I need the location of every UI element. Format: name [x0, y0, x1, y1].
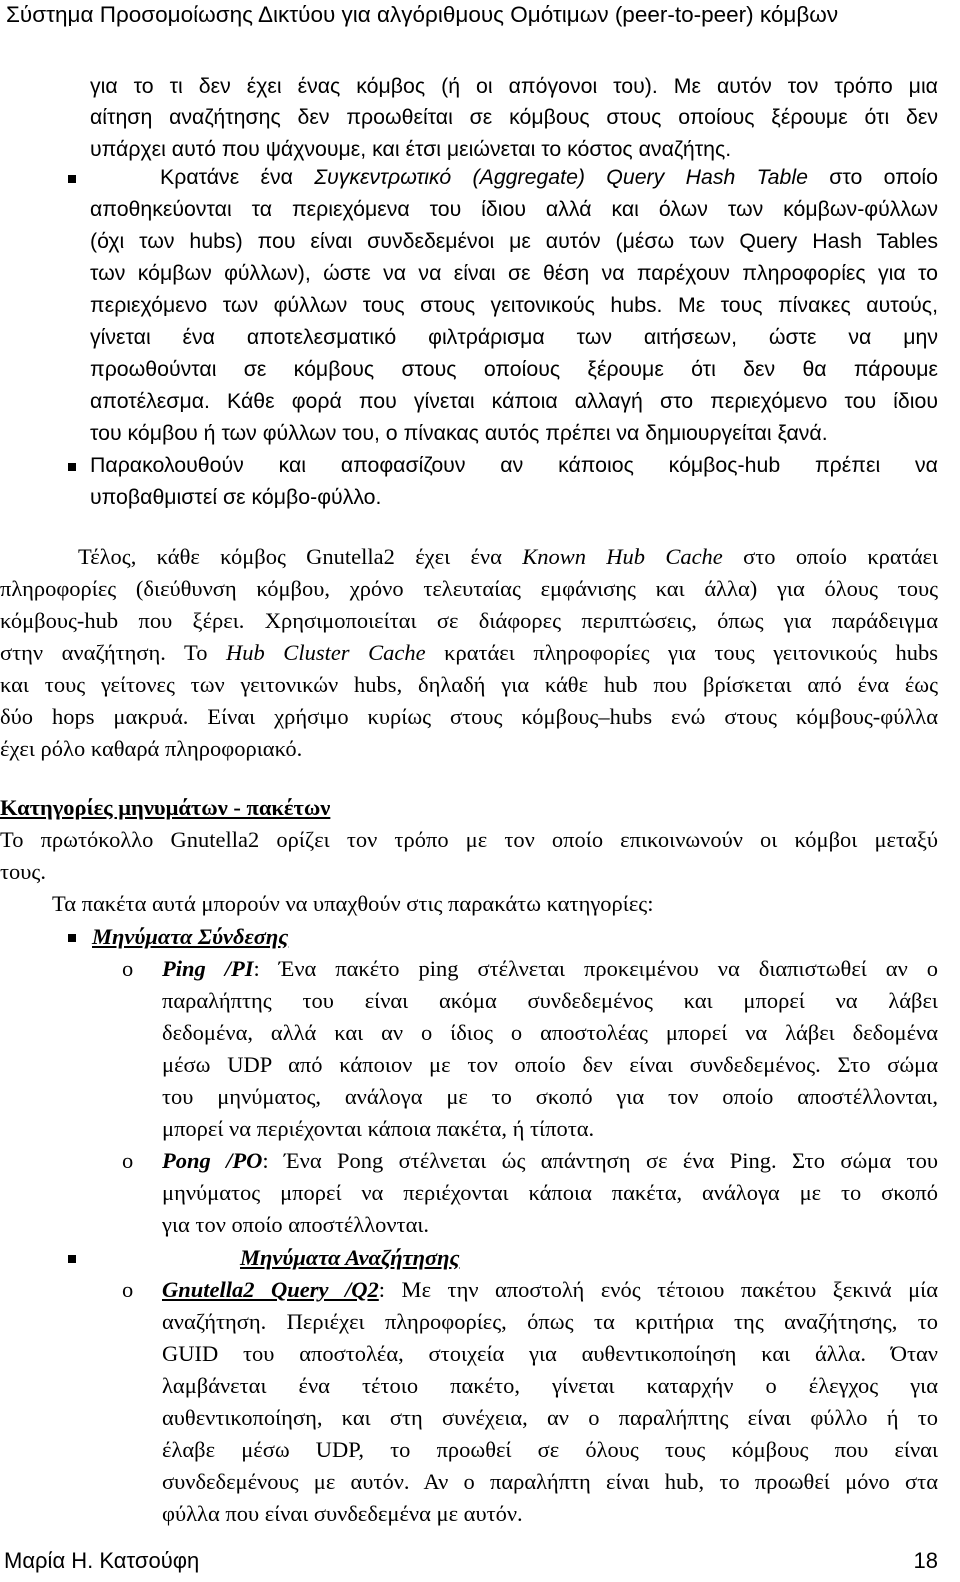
text-line: έχει ρόλο καθαρά πληροφοριακό. — [0, 736, 303, 761]
square-bullet-icon — [68, 934, 76, 942]
text-line: φύλλα που είναι συνδεδεμένα με αυτόν. — [162, 1501, 523, 1526]
text-line: και τους γείτονες των γειτονικών hubs, δηλαδή για κάθε hub που βρίσκεται από ένα έως — [0, 672, 938, 697]
category-heading: Μηνύματα Σύνδεσης — [92, 924, 289, 949]
text-line: Το πρωτόκολλο Gnutella2 ορίζει τον τρόπο με τον οποίο επικοινωνούν οι κόμβοι μεταξύ — [0, 827, 938, 852]
text-line: προωθούνται σε κόμβους στους οποίους ξέρουμε ότι δεν θα πάρουμε — [90, 357, 938, 381]
text-line: Pong /PO: Ένα Pong στέλνεται ώς απάντηση σε ένα Ping. Στο σώμα του — [162, 1148, 938, 1173]
text-line: γίνεται ένα αποτελεσματικό φιλτράρισμα των αιτήσεων, ώστε να μην — [90, 325, 938, 349]
text-line: του μηνύματος, ανάλογα με το σκοπό για τον οποίο αποστέλλονται, — [162, 1084, 938, 1109]
square-bullet-icon — [68, 175, 76, 183]
square-bullet-icon — [68, 463, 76, 471]
text-line: (όχι των hubs) που είναι συνδεδεμένοι με αυτόν (μέσω των Query Hash Tables — [90, 229, 938, 253]
text-line: των κόμβων φύλλων), ώστε να να είναι σε θέση να παρέχουν πληροφορίες για το — [90, 261, 938, 285]
text-line: συνδεδεμένους με αυτόν. Αν ο παραλήπτη είναι hub, το προωθεί μόνο στα — [162, 1469, 938, 1494]
text-line: αποτέλεσμα. Κάθε φορά που γίνεται κάποια αλλαγή στο περιεχόμενο του ίδιου — [90, 389, 938, 413]
page-header: Σύστημα Προσομοίωσης Δικτύου για αλγόριθμους Ομότιμων (peer-to-peer) κόμβων — [6, 2, 839, 27]
text-line: έλαβε μέσω UDP, το προωθεί σε όλους τους κόμβους που είναι — [162, 1437, 938, 1462]
text-line: του κόμβου ή των φύλλων του, ο πίνακας αυτός πρέπει να δημιουργείται ξανά. — [90, 421, 828, 445]
text-line: Gnutella2 Query /Q2: Με την αποστολή ενός τέτοιου πακέτου ξεκινά μία — [162, 1277, 939, 1302]
text-line: αποθηκεύονται τα περιεχόμενα του ίδιου αλλά και όλων των κόμβων-φύλλων — [90, 197, 938, 221]
text-line: αναζήτηση. Περιέχει πληροφορίες, όπως τα κριτήρια της αναζήτησης, το — [162, 1309, 938, 1334]
text-line: για το τι δεν έχει ένας κόμβος (ή οι απόγονοι του). Με αυτόν τον τρόπο μια — [90, 74, 938, 98]
text-line: Τέλος, κάθε κόμβος Gnutella2 έχει ένα Known Hub Cache στο οποίο κρατάει — [78, 544, 939, 569]
text-line: τους. — [0, 859, 46, 884]
text-line: αυθεντικοποίηση, και στη συνέχεια, αν ο παραλήπτης είναι φύλλο ή το — [162, 1405, 938, 1430]
sub-bullet-marker: o — [122, 956, 134, 981]
text-line: παραλήπτης του είναι ακόμα συνδεδεμένος και μπορεί να λάβει — [162, 988, 938, 1013]
text-line: αίτηση αναζήτησης δεν προωθείται σε κόμβους στους οποίους ξέρουμε ότι δεν — [90, 105, 938, 129]
text-line: δεδομένα, αλλά και αν ο ίδιος ο αποστολέας μπορεί να λάβει δεδομένα — [162, 1020, 938, 1045]
text-line: περιεχόμενο των φύλλων τους στους γειτονικούς hubs. Με τους πίνακες αυτούς, — [90, 293, 938, 317]
text-line: GUID του αποστολέα, στοιχεία για αυθεντικοποίηση και άλλα. Όταν — [162, 1341, 938, 1366]
text-line: στην αναζήτηση. Το Hub Cluster Cache κρατάει πληροφορίες για τους γειτονικούς hubs — [0, 640, 939, 665]
text-line: υποβαθμιστεί σε κόμβο-φύλλο. — [90, 485, 382, 509]
text-line: κόμβους-hub που ξέρει. Χρησιμοποιείται σε διάφορες περιπτώσεις, όπως για παράδειγμα — [0, 608, 938, 633]
text-line: Παρακολουθούν και αποφασίζουν αν κάποιος κόμβος-hub πρέπει να — [90, 453, 938, 477]
text-line: μέσω UDP από κάποιον με τον οποίο δεν είναι συνδεδεμένος. Στο σώμα — [162, 1052, 938, 1077]
text-line: λαμβάνεται ένα τέτοιο πακέτο, γίνεται καταρχήν ο έλεγχος για — [162, 1373, 938, 1398]
text-line: πληροφορίες (διεύθυνση κόμβου, χρόνο τελευταίας εμφάνισης και άλλα) για όλους τους — [0, 576, 938, 601]
text-line: μπορεί να περιέχονται κάποια πακέτα, ή τίποτα. — [162, 1116, 595, 1141]
text-line: Ping /PI: Ένα πακέτο ping στέλνεται προκειμένου να διαπιστωθεί αν ο — [162, 956, 939, 981]
category-heading: Μηνύματα Αναζήτησης — [240, 1245, 460, 1270]
sub-bullet-marker: o — [122, 1148, 134, 1173]
footer-page-number: 18 — [913, 1548, 938, 1573]
text-line: μηνύματος μπορεί να περιέχονται κάποια πακέτα, ανάλογα με το σκοπό — [162, 1180, 938, 1205]
section-heading: Κατηγορίες μηνυμάτων - πακέτων — [0, 795, 331, 820]
text-line: για τον οποίο αποστέλλονται. — [162, 1212, 430, 1237]
footer-author: Μαρία Η. Κατσούφη — [4, 1548, 200, 1573]
text-line: Τα πακέτα αυτά μπορούν να υπαχθούν στις παρακάτω κατηγορίες: — [52, 891, 654, 916]
square-bullet-icon — [68, 1255, 76, 1263]
text-line: Κρατάνε ένα Συγκεντρωτικό (Aggregate) Query Hash Table στο οποίο — [160, 165, 938, 189]
sub-bullet-marker: o — [122, 1277, 134, 1302]
text-line: υπάρχει αυτό που ψάχνουμε, και έτσι μειώνεται το κόστος αναζήτης. — [90, 137, 732, 161]
text-line: δύο hops μακρυά. Είναι χρήσιμο κυρίως στους κόμβους–hubs ενώ στους κόμβους-φύλλα — [0, 704, 938, 729]
